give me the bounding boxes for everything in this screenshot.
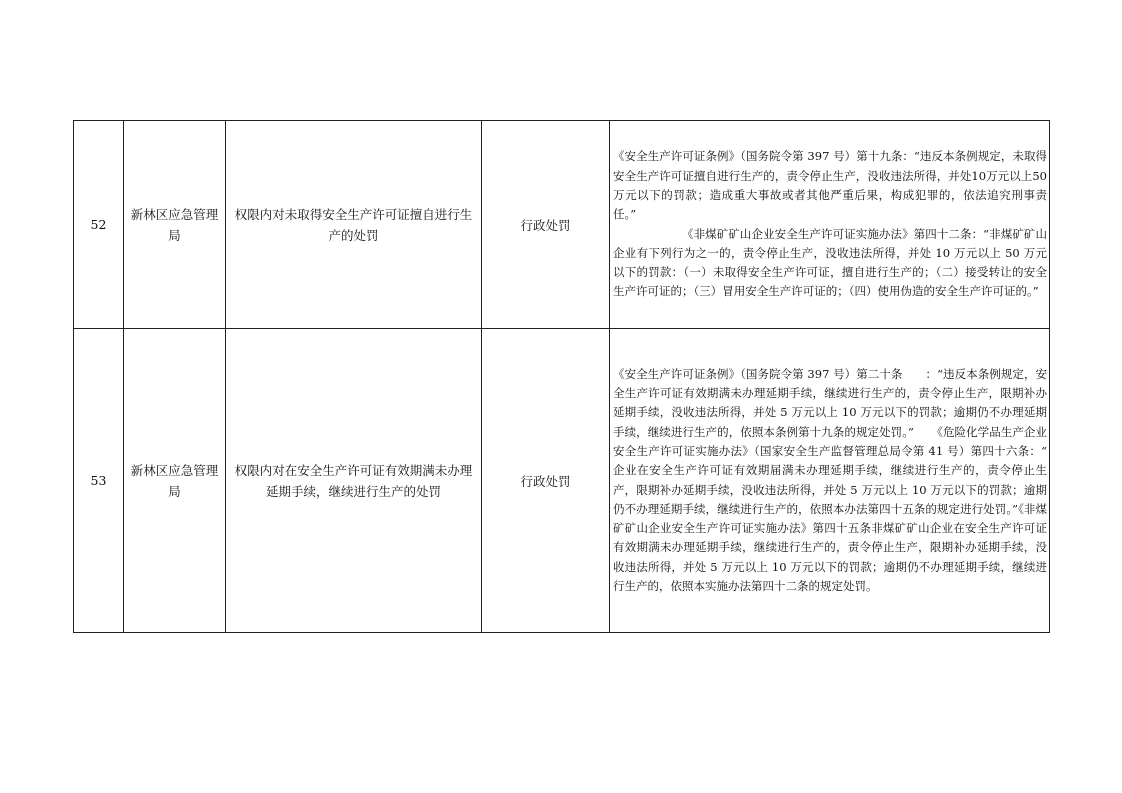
department-cell: 新林区应急管理局 [124, 329, 226, 633]
table-row [74, 121, 1050, 329]
penalty-type-cell: 行政处罚 [482, 121, 610, 329]
penalty-table [73, 120, 1070, 633]
department-cell: 新林区应急管理局 [124, 121, 226, 329]
penalty-type-cell: 行政处罚 [482, 329, 610, 633]
row-number: 53 [74, 329, 124, 633]
item-name-cell: 权限内对在安全生产许可证有效期满未办理延期手续，继续进行生产的处罚 [226, 329, 482, 633]
legal-basis-paragraph: 《安全生产许可证条例》（国务院令第 397 号）第二十条 ：“违反本条例规定，安全生产许可证有效期满未办理延期手续，继续进行生产的，责令停止生产，限期补办延期手续，没收违法所得，并处 5 万元以上 10 万元以下的罚款；逾期仍不办理延期手续，继续进行生产的，依照本条例第十九条的规定处罚。” 《危险化学品生产企业安全生产许可证实施办法》（国家安全生产监督管理总局令第 41 号）第四十六条：“ 企业在安全生产许可证有效期届满未办理延期手续，继续进行生产的，责令停止生产，限期补办延期手续，没收违法所得，并处 5 万元以上 10 万元以下的罚款；逾期仍不办理延期手续，继续进行生产的，依照本办法第四十五条的规定进行处罚。”《非煤矿矿山企业安全生产许可证实施办法》第四十五条非煤矿矿山企业在安全生产许可证有效期满未办理延期手续，继续进行生产的，责令停止生产，限期补办延期手续，没收违法所得，并处 5 万元以上 10 万元以下的罚款；逾期仍不办理延期手续，继续进行生产的，依照本实施办法第四十二条的规定处罚。 [613, 366, 1070, 593]
table-row [74, 329, 1050, 633]
legal-basis-cell [610, 329, 1070, 633]
row-number: 52 [74, 121, 124, 329]
item-name-cell: 权限内对未取得安全生产许可证擅自进行生产的处罚 [226, 121, 482, 329]
legal-basis-paragraph: 《安全生产许可证条例》（国务院令第 397 号）第十九条：“违反本条例规定，未取得安全生产许可证擅自进行生产的，责令停止生产，没收违法所得，并处10万元以上50万元以下的罚款；造成重大事故或者其他严重后果，构成犯罪的，依法追究刑事责任。” [613, 149, 1047, 222]
legal-basis-cell [610, 121, 1050, 329]
legal-basis-paragraph: 《非煤矿矿山企业安全生产许可证实施办法》第四十二条：“非煤矿矿山企业有下列行为之一的，责令停止生产，没收违法所得，并处 10 万元以上 50 万元以下的罚款：（一）未取得安全生产许可证，擅自进行生产的；（二）接受转让的安全生产许可证的；（三）冒用安全生产许可证的；（四）使用伪造的安全生产许可证的。” [613, 226, 1047, 299]
